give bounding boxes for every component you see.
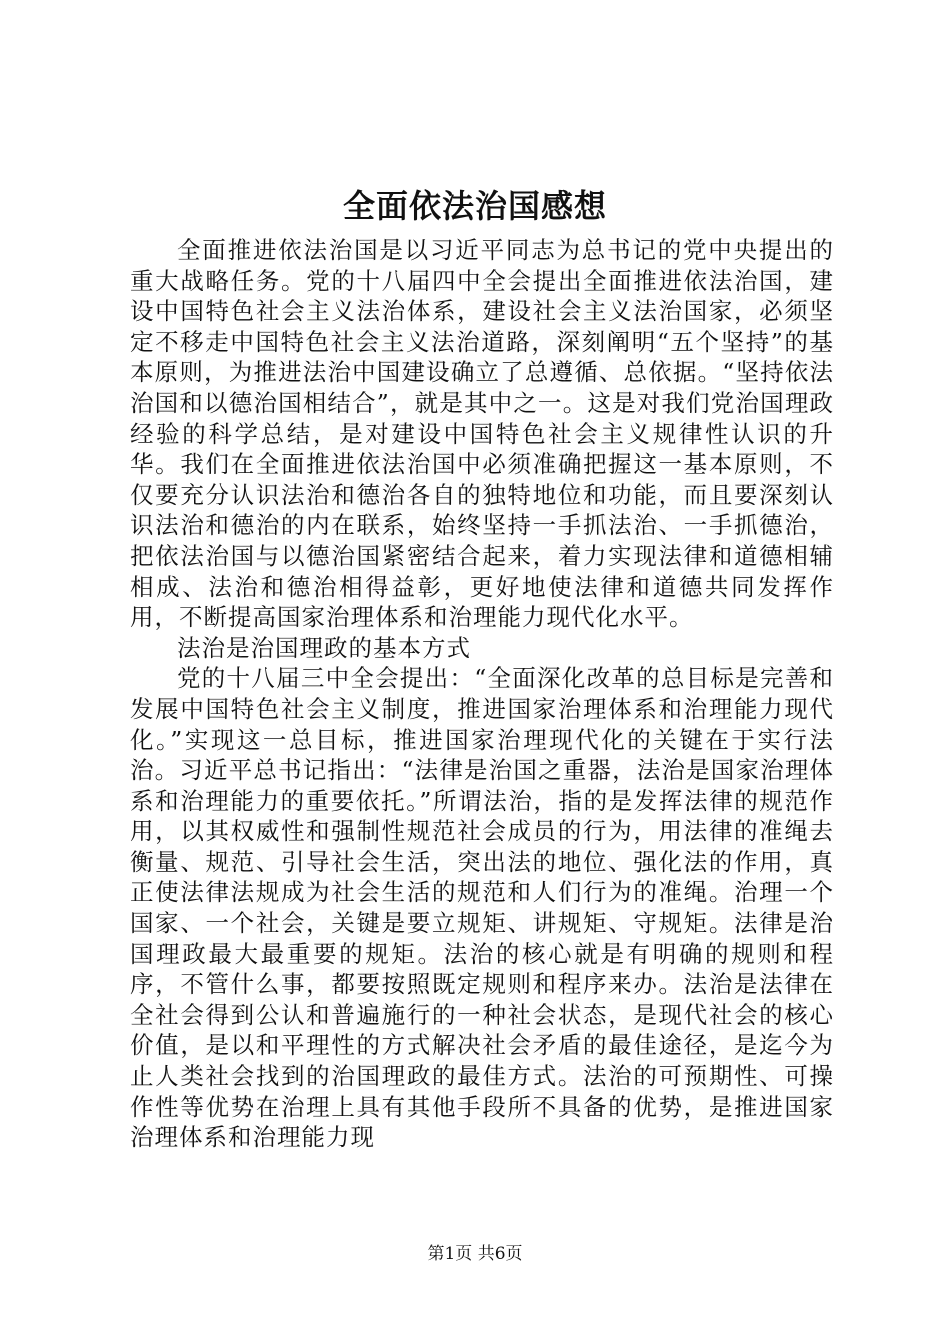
- document-title: 全面依法治国感想: [342, 187, 607, 225]
- section-heading: 法治是治国理政的基本方式: [177, 633, 471, 662]
- paragraph-intro: 全面推进依法治国是以习近平同志为总书记的党中央提出的重大战略任务。党的十八届四中全会提出全面推进依法治国，建设中国特色社会主义法治体系，建设社会主义法治国家，必须坚定不移走中国特色社会主义法治道路，深刻阐明“五个坚持”的基本原则，为推进法治中国建设确立了总遵循、总依据。“坚持依法治国和以德治国相结合”，就是其中之一。这是对我们党治国理政经验的科学总结，是对建设中国特色社会主义规律性认识的升华。我们在全面推进依法治国中必须准确把握这一基本原则，不仅要充分认识法治和德治各自的独特地位和功能，而且要深刻认识法治和德治的内在联系，始终坚持一手抓法治、一手抓德治，把依法治国与以德治国紧密结合起来，着力实现法律和道德相辅相成、法治和德治相得益彰，更好地使法律和道德共同发挥作用，不断提高国家治理体系和治理能力现代化水平。: [130, 236, 834, 632]
- document-body: [130, 235, 834, 1153]
- paragraph-rule-of-law: 党的十八届三中全会提出：“全面深化改革的总目标是完善和发展中国特色社会主义制度，推进国家治理体系和治理能力现代化。”实现这一总目标，推进国家治理现代化的关键在于实行法治。习近平总书记指出：“法律是治国之重器，法治是国家治理体系和治理能力的重要依托。”所谓法治，指的是发挥法律的规范作用，以其权威性和强制性规范社会成员的行为，用法律的准绳去衡量、规范、引导社会生活，突出法的地位、强化法的作用，真正使法律法规成为社会生活的规范和人们行为的准绳。治理一个国家、一个社会，关键是要立规矩、讲规矩、守规矩。法律是治国理政最大最重要的规矩。法治的核心就是有明确的规则和程序，不管什么事，都要按照既定规则和程序来办。法治是法律在全社会得到公认和普遍施行的一种社会状态，是现代社会的核心价值，是以和平理性的方式解决社会矛盾的最佳途径，是迄今为止人类社会找到的治国理政的最佳方式。法治的可预期性、可操作性等优势在治理上具有其他手段所不具备的优势，是推进国家治理体系和治理能力现: [130, 664, 834, 1152]
- page-footer: 第1页 共6页: [427, 1244, 523, 1264]
